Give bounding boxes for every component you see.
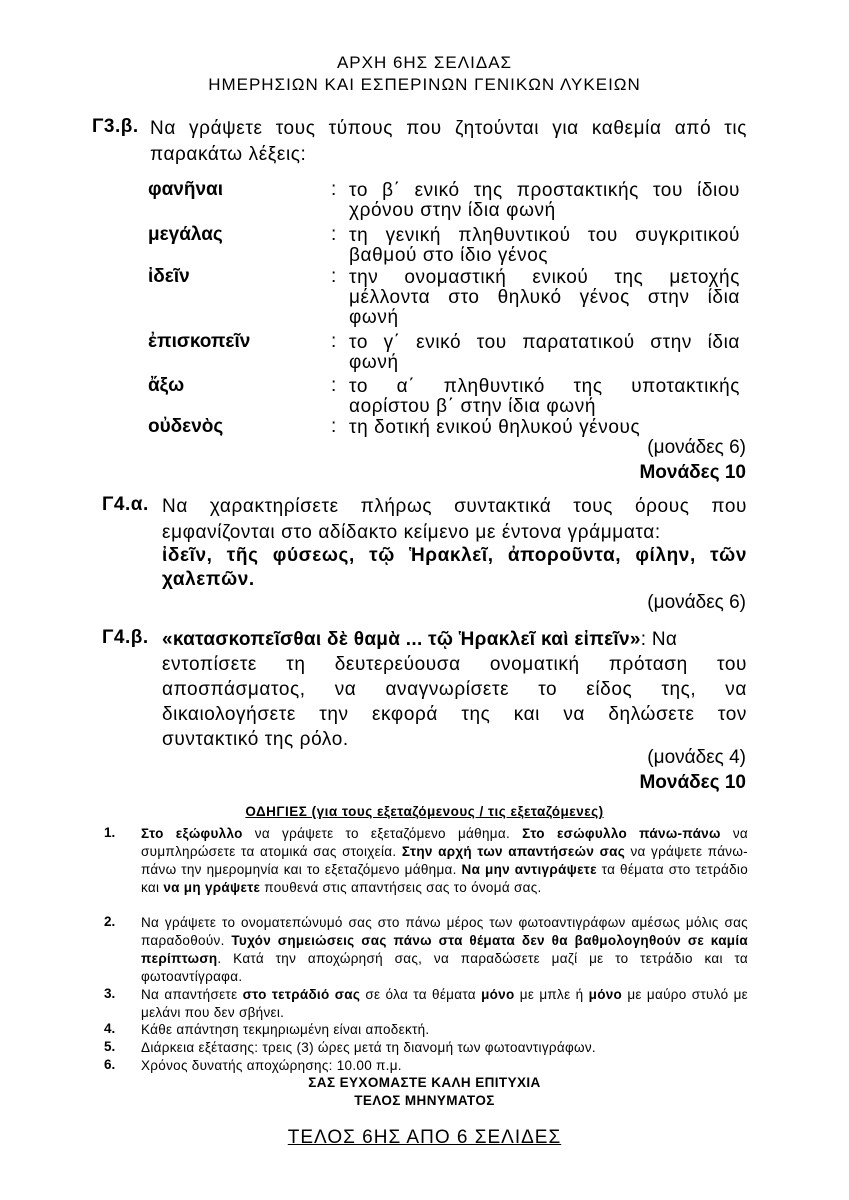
- question-label-g4b: Γ4.β.: [102, 627, 149, 648]
- word-form-request: [349, 418, 740, 438]
- colon-separator: :: [331, 416, 337, 437]
- word-item: ἄξω: [148, 375, 185, 396]
- instruction-number: 1.: [104, 825, 116, 840]
- question-g4a-line1: Να χαρακτηρίσετε πλήρως συντακτικά τους όρους που: [162, 496, 747, 517]
- instruction-emphasis: Στην αρχή των απαντήσεών σας: [401, 844, 626, 859]
- instruction-text: [141, 825, 748, 897]
- word-item: οὐδενὸς: [148, 416, 224, 437]
- instruction-text-segment: να γράψετε το εξεταζόμενο μάθημα.: [242, 826, 523, 841]
- word-form-request-line: το α΄ πληθυντικό της υποτακτικής: [349, 376, 740, 397]
- instruction-emphasis: Να μην αντιγράψετε: [461, 862, 597, 877]
- points-total-g4: Μονάδες 10: [639, 772, 746, 793]
- word-form-request-line: μέλλοντα στο θηλυκό γένος στην ίδια: [349, 287, 740, 308]
- instruction-number: 2.: [104, 914, 116, 929]
- instruction-emphasis: μόνο: [588, 987, 623, 1002]
- instruction-text-segment: πουθενά στις απαντήσεις σας το όνομά σας.: [260, 880, 542, 895]
- word-form-request-line: βαθμού στο ίδιο γένος: [349, 245, 549, 266]
- question-label-g4a: Γ4.α.: [102, 494, 149, 515]
- question-g4b-line4: δικαιολογήσετε την εκφορά της και να δηλώσετε τον: [162, 704, 747, 725]
- question-g3b-intro-line2: παρακάτω λέξεις:: [150, 144, 307, 165]
- points-total-g3: Μονάδες 10: [639, 462, 746, 483]
- instruction-number: 3.: [104, 986, 116, 1001]
- instruction-emphasis: Τυχόν σημειώσεις σας πάνω στα θέματα δεν θα βαθμολογηθούν σε καμία περίπτωση: [141, 933, 748, 966]
- word-form-request-line: το β΄ ενικό της προστακτικής του ίδιου: [349, 180, 740, 201]
- points-g4a: (μονάδες 6): [647, 592, 746, 613]
- page-footer: ΤΕΛΟΣ 6ΗΣ ΑΠΟ 6 ΣΕΛΙΔΕΣ: [287, 1127, 562, 1148]
- question-g4b-line1: [162, 627, 747, 652]
- instruction-emphasis: μόνο: [481, 987, 515, 1002]
- instruction-text-segment: . Κατά την αποχώρησή σας, να παραδώσετε μαζί με το τετράδιο και τα φωτοαντίγραφα.: [141, 951, 748, 984]
- closing-wishes: ΣΑΣ ΕΥΧΟΜΑΣΤΕ ΚΑΛΗ ΕΠΙΤΥΧΙΑ: [308, 1075, 541, 1090]
- instruction-number: 4.: [104, 1021, 116, 1036]
- instruction-text-segment: με μπλε ή: [514, 987, 589, 1002]
- question-g3b-intro-line1: Να γράψετε τους τύπους που ζητούνται για καθεμία από τις: [150, 118, 747, 139]
- instruction-text-segment: Κάθε απάντηση τεκμηριωμένη είναι αποδεκτή.: [141, 1022, 430, 1037]
- word-form-request-line: τη δοτική ενικού θηλυκού γένους: [349, 417, 641, 438]
- instruction-text: [141, 914, 748, 986]
- word-item: μεγάλας: [148, 224, 223, 245]
- question-g4a-terms-line2: χαλεπῶν.: [162, 569, 255, 590]
- instruction-emphasis: Στο εσώφυλλο πάνω-πάνω: [522, 826, 721, 841]
- question-g4a-terms-line1: ἰδεῖν, τῆς φύσεως, τῷ Ἡρακλεῖ, ἀποροῦντα, φίλην, τῶν: [162, 545, 747, 566]
- instruction-text-segment: σε όλα τα θέματα: [360, 987, 482, 1002]
- colon-separator: :: [331, 224, 337, 245]
- page-header-schools: ΗΜΕΡΗΣΙΩΝ ΚΑΙ ΕΣΠΕΡΙΝΩΝ ΓΕΝΙΚΩΝ ΛΥΚΕΙΩΝ: [208, 75, 641, 94]
- word-form-request: [349, 226, 740, 266]
- instruction-number: 6.: [104, 1057, 116, 1072]
- end-of-message: ΤΕΛΟΣ ΜΗΝΥΜΑΤΟΣ: [354, 1093, 495, 1108]
- instruction-emphasis: να μη γράψετε: [163, 880, 261, 895]
- word-form-request: [349, 181, 740, 221]
- word-form-request-line: τη γενική πληθυντικού του συγκριτικού: [349, 225, 740, 246]
- instructions-title: ΟΔΗΓΙΕΣ (για τους εξεταζόμενους / τις εξεταζόμενες): [245, 804, 604, 819]
- instruction-text: [141, 1057, 748, 1075]
- instruction-text-segment: να γράψετε πάνω-πάνω την ημερομηνία και το εξεταζόμενο μάθημα.: [141, 844, 748, 877]
- word-form-request: [349, 268, 740, 328]
- instruction-text-segment: Να γράψετε το ονοματεπώνυμό σας στο πάνω μέρος των φωτοαντιγράφων αμέσως μόλις σας παραδοθούν.: [141, 915, 748, 948]
- colon-separator: :: [331, 331, 337, 352]
- instruction-text-segment: με μαύρο στυλό με μελάνι που δεν σβήνει.: [141, 987, 748, 1020]
- instruction-text-segment: Διάρκεια εξέτασης: τρεις (3) ώρες μετά τη διανομή των φωτοαντιγράφων.: [141, 1040, 596, 1055]
- points-g4b: (μονάδες 4): [647, 747, 746, 768]
- word-item: φανῆναι: [148, 179, 223, 200]
- word-form-request-line: φωνή: [349, 307, 399, 328]
- question-label-g3b: Γ3.β.: [92, 116, 139, 137]
- instruction-text-segment: τα θέματα στο τετράδιο και: [141, 862, 749, 895]
- instruction-text-segment: Χρόνος δυνατής αποχώρησης: 10.00 π.μ.: [141, 1058, 402, 1073]
- word-item: ἰδεῖν: [148, 266, 190, 287]
- instruction-text: [141, 1039, 748, 1057]
- word-form-request-line: χρόνου στην ίδια φωνή: [349, 200, 556, 221]
- instruction-text-segment: Να απαντήσετε: [141, 987, 243, 1002]
- question-g4b-line1-rest: : Να: [640, 629, 678, 650]
- colon-separator: :: [331, 266, 337, 287]
- word-form-request: [349, 333, 740, 373]
- instruction-number: 5.: [104, 1039, 116, 1054]
- colon-separator: :: [331, 375, 337, 396]
- colon-separator: :: [331, 179, 337, 200]
- instruction-emphasis: Στο εξώφυλλο: [141, 826, 243, 841]
- word-item: ἐπισκοπεῖν: [148, 331, 251, 352]
- question-g4b-line2: εντοπίσετε τη δευτερεύουσα ονοματική πρόταση του: [162, 654, 747, 675]
- word-form-request-line: την ονομαστική ενικού της μετοχής: [349, 267, 740, 288]
- instruction-text: [141, 986, 748, 1022]
- instruction-emphasis: στο τετράδιό σας: [242, 987, 361, 1002]
- quoted-passage: «κατασκοπεῖσθαι δὲ θαμὰ ... τῷ Ἡρακλεῖ καὶ εἰπεῖν»: [162, 629, 641, 650]
- word-form-request-line: το γ΄ ενικό του παρατατικού στην ίδια: [349, 332, 740, 353]
- points-g3b: (μονάδες 6): [647, 437, 746, 458]
- question-g4b-line3: αποσπάσματος, να αναγνωρίσετε το είδος της, να: [162, 679, 747, 700]
- word-form-request-line: φωνή: [349, 352, 399, 373]
- instruction-text-segment: να συμπληρώσετε τα ατομικά σας στοιχεία.: [141, 826, 748, 859]
- word-form-request: [349, 377, 740, 417]
- page-header-start: ΑΡΧΗ 6ΗΣ ΣΕΛΙΔΑΣ: [336, 53, 513, 72]
- word-form-request-line: αορίστου β΄ στην ίδια φωνή: [349, 396, 596, 417]
- question-g4a-line2: εμφανίζονται στο αδίδακτο κείμενο με έντονα γράμματα:: [162, 522, 661, 543]
- instruction-text: [141, 1021, 748, 1039]
- question-g4b-line5: συντακτικό της ρόλο.: [162, 729, 349, 750]
